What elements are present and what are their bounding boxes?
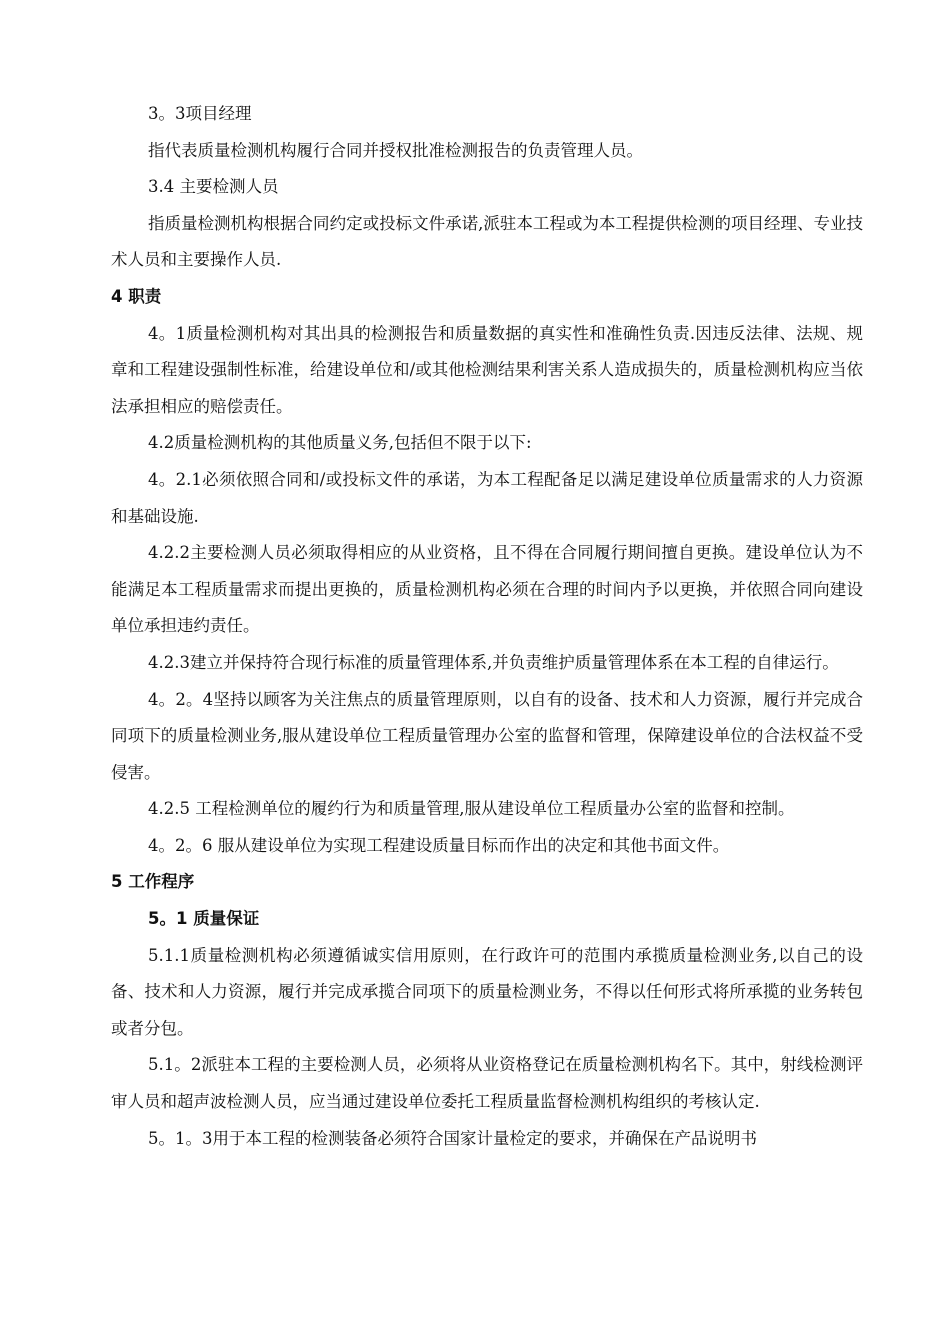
- section-3-4-definition: 指质量检测机构根据合同约定或投标文件承诺,派驻本工程或为本工程提供检测的项目经理、专业技术人员和主要操作人员.: [111, 213, 863, 270]
- clause-4-2-4: 4。2。4坚持以顾客为关注焦点的质量管理原则，以自有的设备、技术和人力资源，履行并完成合同项下的质量检测业务,服从建设单位工程质量管理办公室的监督和管理，保障建设单位的合法权益不受侵害。: [111, 689, 863, 782]
- section-5-heading: 5 工作程序: [111, 872, 195, 892]
- clause-4-1: 4。1质量检测机构对其出具的检测报告和质量数据的真实性和准确性负责.因违反法律、法规、规章和工程建设强制性标准，给建设单位和/或其他检测结果利害关系人造成损失的，质量检测机构应当依法承担相应的赔偿责任。: [111, 323, 863, 416]
- clause-5-1-1: 5.1.1质量检测机构必须遵循诚实信用原则，在行政许可的范围内承揽质量检测业务,以自己的设备、技术和人力资源，履行并完成承揽合同项下的质量检测业务，不得以任何形式将所承揽的业务转包或者分包。: [111, 945, 863, 1038]
- document-body: [111, 96, 863, 1157]
- clause-4-2-5: 4.2.5 工程检测单位的履约行为和质量管理,服从建设单位工程质量办公室的监督和控制。: [148, 799, 795, 819]
- section-3-3-definition: 指代表质量检测机构履行合同并授权批准检测报告的负责管理人员。: [148, 140, 643, 160]
- clause-5-1-2: 5.1。2派驻本工程的主要检测人员，必须将从业资格登记在质量检测机构名下。其中，射线检测评审人员和超声波检测人员，应当通过建设单位委托工程质量监督检测机构组织的考核认定.: [111, 1055, 863, 1112]
- clause-4-2-2: 4.2.2主要检测人员必须取得相应的从业资格，且不得在合同履行期间擅自更换。建设单位认为不能满足本工程质量需求而提出更换的，质量检测机构必须在合理的时间内予以更换，并依照合同向建设单位承担违约责任。: [111, 543, 863, 636]
- clause-4-2-6: 4。2。6 服从建设单位为实现工程建设质量目标而作出的决定和其他书面文件。: [148, 835, 730, 855]
- clause-5-1-3: 5。1。3用于本工程的检测装备必须符合国家计量检定的要求，并确保在产品说明书: [148, 1128, 757, 1148]
- clause-4-2-1: 4。2.1必须依照合同和/或投标文件的承诺，为本工程配备足以满足建设单位质量需求的人力资源和基础设施.: [111, 469, 863, 526]
- section-3-4-title: 3.4 主要检测人员: [148, 177, 279, 197]
- section-5-1-subheading: 5。1 质量保证: [148, 909, 260, 929]
- section-4-heading: 4 职责: [111, 286, 162, 306]
- clause-4-2: 4.2质量检测机构的其他质量义务,包括但不限于以下:: [148, 433, 532, 453]
- clause-4-2-3: 4.2.3建立并保持符合现行标准的质量管理体系,并负责维护质量管理体系在本工程的自律运行。: [148, 652, 839, 672]
- section-3-3-title: 3。3项目经理: [148, 104, 252, 123]
